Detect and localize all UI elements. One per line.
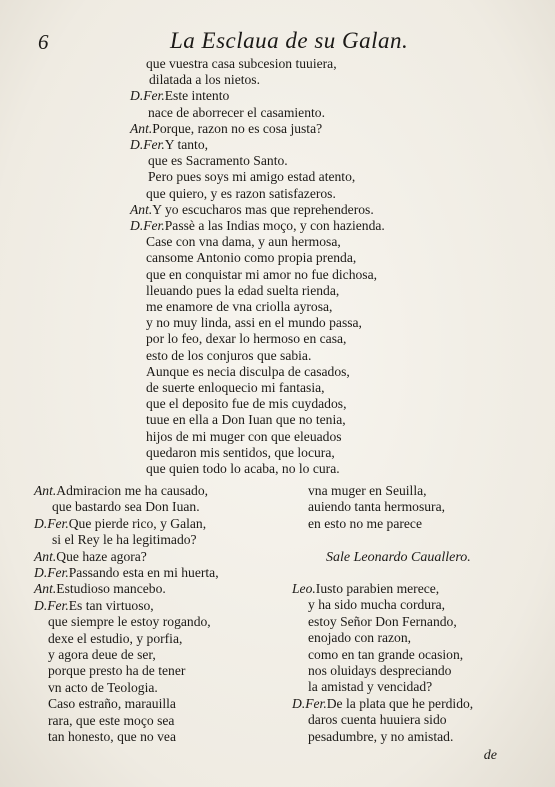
- verse-line: [308, 515, 422, 532]
- verse-text: Case con vna dama, y aun hermosa,: [146, 234, 341, 250]
- catchword: de: [483, 748, 497, 763]
- page-number: 6: [38, 30, 49, 54]
- verse-line: [48, 630, 182, 647]
- verse-text: que el deposito fue de mis cuydados,: [146, 396, 347, 412]
- verse-text: hijos de mi muger con que eleuados: [146, 428, 342, 444]
- verse-line: [130, 136, 208, 153]
- verse-text: nace de aborrecer el casamiento.: [148, 104, 325, 120]
- speaker-label: D.Fer.: [34, 565, 69, 580]
- speaker-label: D.Fer.: [34, 597, 69, 613]
- verse-line: [308, 678, 432, 695]
- verse-line: [308, 498, 445, 515]
- verse-text: vna muger en Seuilla,: [308, 483, 427, 498]
- verse-text: Passè a las Indias moço, y con hazienda.: [164, 218, 385, 233]
- verse-line: [148, 152, 288, 169]
- verse-text: daros cuenta huuiera sido: [308, 712, 447, 728]
- speaker-label: D.Fer.: [130, 137, 165, 152]
- verse-line: [308, 629, 411, 646]
- verse-line: [146, 330, 346, 347]
- verse-text: la amistad y vencidad?: [308, 679, 433, 695]
- verse-text: enojado con razon,: [308, 630, 412, 646]
- verse-text: de suerte enloquecio mi fantasia,: [146, 380, 325, 395]
- verse-line: [149, 71, 260, 88]
- verse-line: [48, 613, 211, 630]
- verse-text: dexe el estudio, y porfia,: [48, 630, 183, 646]
- verse-text: nos oluidays despreciando: [308, 663, 452, 678]
- verse-line: [146, 411, 346, 428]
- verse-line: [48, 662, 185, 679]
- speaker-label: D.Fer.: [130, 88, 165, 104]
- verse-line: [34, 482, 208, 499]
- verse-text: dilatada a los nietos.: [149, 72, 260, 88]
- verse-line: [146, 460, 340, 477]
- verse-line: [146, 444, 335, 461]
- verse-line: [52, 498, 200, 515]
- verse-text: Caso estraño, marauilla: [48, 696, 176, 712]
- verse-text: Admiracion me ha causado,: [56, 483, 209, 498]
- verse-line: [308, 596, 445, 613]
- verse-line: [308, 728, 453, 745]
- verse-text: rara, que este moço sea: [48, 712, 175, 728]
- verse-line: [48, 728, 176, 745]
- verse-line: [34, 515, 206, 532]
- verse-text: Porque, razon no es cosa justa?: [152, 120, 323, 136]
- verse-text: por lo feo, dexar lo hermoso en casa,: [146, 331, 347, 347]
- verse-line: [130, 87, 229, 104]
- verse-line: [308, 646, 463, 663]
- verse-line: [146, 185, 336, 202]
- verse-line: [146, 395, 346, 412]
- verse-text: como en tan grande ocasion,: [308, 646, 464, 662]
- verse-text: tan honesto, que no vea: [48, 729, 176, 744]
- verse-line: [48, 695, 176, 712]
- verse-text: auiendo tanta hermosura,: [308, 499, 446, 515]
- verse-line: [146, 314, 362, 331]
- verse-line: [292, 580, 439, 597]
- verse-text: que es Sacramento Santo.: [148, 153, 288, 169]
- verse-text: Pero pues soys mi amigo estad atento,: [148, 169, 356, 185]
- verse-text: Iusto parabien merece,: [315, 581, 440, 596]
- verse-text: porque presto ha de tener: [48, 663, 186, 679]
- running-title: La Esclaua de su Galan.: [170, 28, 409, 53]
- verse-line: [308, 662, 451, 679]
- verse-text: Este intento: [164, 88, 230, 104]
- verse-text: Estudioso mancebo.: [56, 581, 166, 597]
- verse-text: y agora deue de ser,: [48, 647, 156, 662]
- verse-line: [34, 548, 147, 565]
- verse-line: [146, 266, 377, 283]
- verse-line: [146, 363, 350, 380]
- verse-text: vn acto de Teologia.: [48, 679, 158, 695]
- verse-text: y ha sido mucha cordura,: [308, 597, 446, 613]
- verse-text: y no muy linda, assi en el mundo passa,: [146, 315, 362, 331]
- verse-text: Y tanto,: [164, 137, 209, 152]
- verse-text: esto de los conjuros que sabia.: [146, 347, 312, 363]
- speaker-label: Ant.: [34, 483, 57, 498]
- verse-line: [48, 679, 158, 696]
- verse-line: [146, 282, 339, 299]
- verse-text: en esto no me parece: [308, 515, 422, 531]
- speaker-label: Leo.: [292, 581, 316, 596]
- verse-text: estoy Señor Don Fernando,: [308, 613, 457, 629]
- verse-text: Aunque es necia disculpa de casados,: [146, 363, 350, 379]
- verse-line: [48, 646, 156, 663]
- verse-line: [130, 217, 385, 234]
- verse-text: lleuando pues la edad suelta rienda,: [146, 282, 340, 298]
- speaker-label: Ant.: [34, 548, 57, 564]
- verse-line: [292, 695, 473, 712]
- speaker-label: D.Fer.: [130, 218, 165, 233]
- verse-line: [48, 712, 174, 729]
- verse-line: [34, 564, 219, 581]
- speaker-label: Ant.: [130, 201, 153, 217]
- speaker-label: Ant.: [34, 581, 57, 597]
- verse-line: [34, 597, 154, 614]
- verse-text: que quien todo lo acaba, no lo cura.: [146, 461, 340, 476]
- verse-text: que en conquistar mi amor no fue dichosa,: [146, 266, 378, 282]
- verse-line: [146, 233, 341, 250]
- verse-line: [130, 201, 374, 218]
- verse-text: Passando esta en mi huerta,: [68, 565, 219, 580]
- verse-text: si el Rey le ha legitimado?: [52, 532, 197, 548]
- verse-line: [146, 379, 325, 396]
- verse-line: [52, 531, 197, 548]
- verse-line: [130, 120, 322, 137]
- verse-line: [146, 249, 356, 266]
- verse-line: [308, 482, 427, 499]
- verse-text: quedaron mis sentidos, que locura,: [146, 444, 335, 460]
- verse-text: Que haze agora?: [56, 548, 147, 564]
- verse-text: que bastardo sea Don Iuan.: [52, 499, 200, 515]
- verse-text: cansome Antonio como propia prenda,: [146, 250, 357, 266]
- verse-text: Y yo escucharos mas que reprehenderos.: [152, 201, 374, 217]
- verse-line: [146, 347, 311, 364]
- verse-line: [308, 711, 447, 728]
- verse-line: [146, 428, 342, 445]
- verse-text: Es tan virtuoso,: [68, 597, 154, 613]
- speaker-label: D.Fer.: [292, 695, 327, 711]
- speaker-label: Ant.: [130, 120, 153, 136]
- verse-text: me enamore de vna criolla ayrosa,: [146, 299, 333, 314]
- verse-line: [146, 55, 337, 72]
- verse-text: tuue en ella a Don Iuan que no tenia,: [146, 412, 346, 428]
- verse-text: que quiero, y es razon satisfazeros.: [146, 185, 336, 201]
- verse-text: De la plata que he perdido,: [326, 695, 474, 711]
- stage-direction: Sale Leonardo Cauallero.: [326, 550, 471, 565]
- verse-text: Que pierde rico, y Galan,: [68, 515, 207, 531]
- speaker-label: D.Fer.: [34, 515, 69, 531]
- verse-line: [148, 168, 355, 185]
- verse-line: [148, 104, 325, 121]
- verse-line: [308, 613, 457, 630]
- verse-line: [146, 298, 332, 315]
- verse-text: pesadumbre, y no amistad.: [308, 728, 454, 744]
- verse-text: que vuestra casa subcesion tuuiera,: [146, 56, 337, 71]
- verse-text: que siempre le estoy rogando,: [48, 614, 211, 630]
- verse-line: [34, 580, 166, 597]
